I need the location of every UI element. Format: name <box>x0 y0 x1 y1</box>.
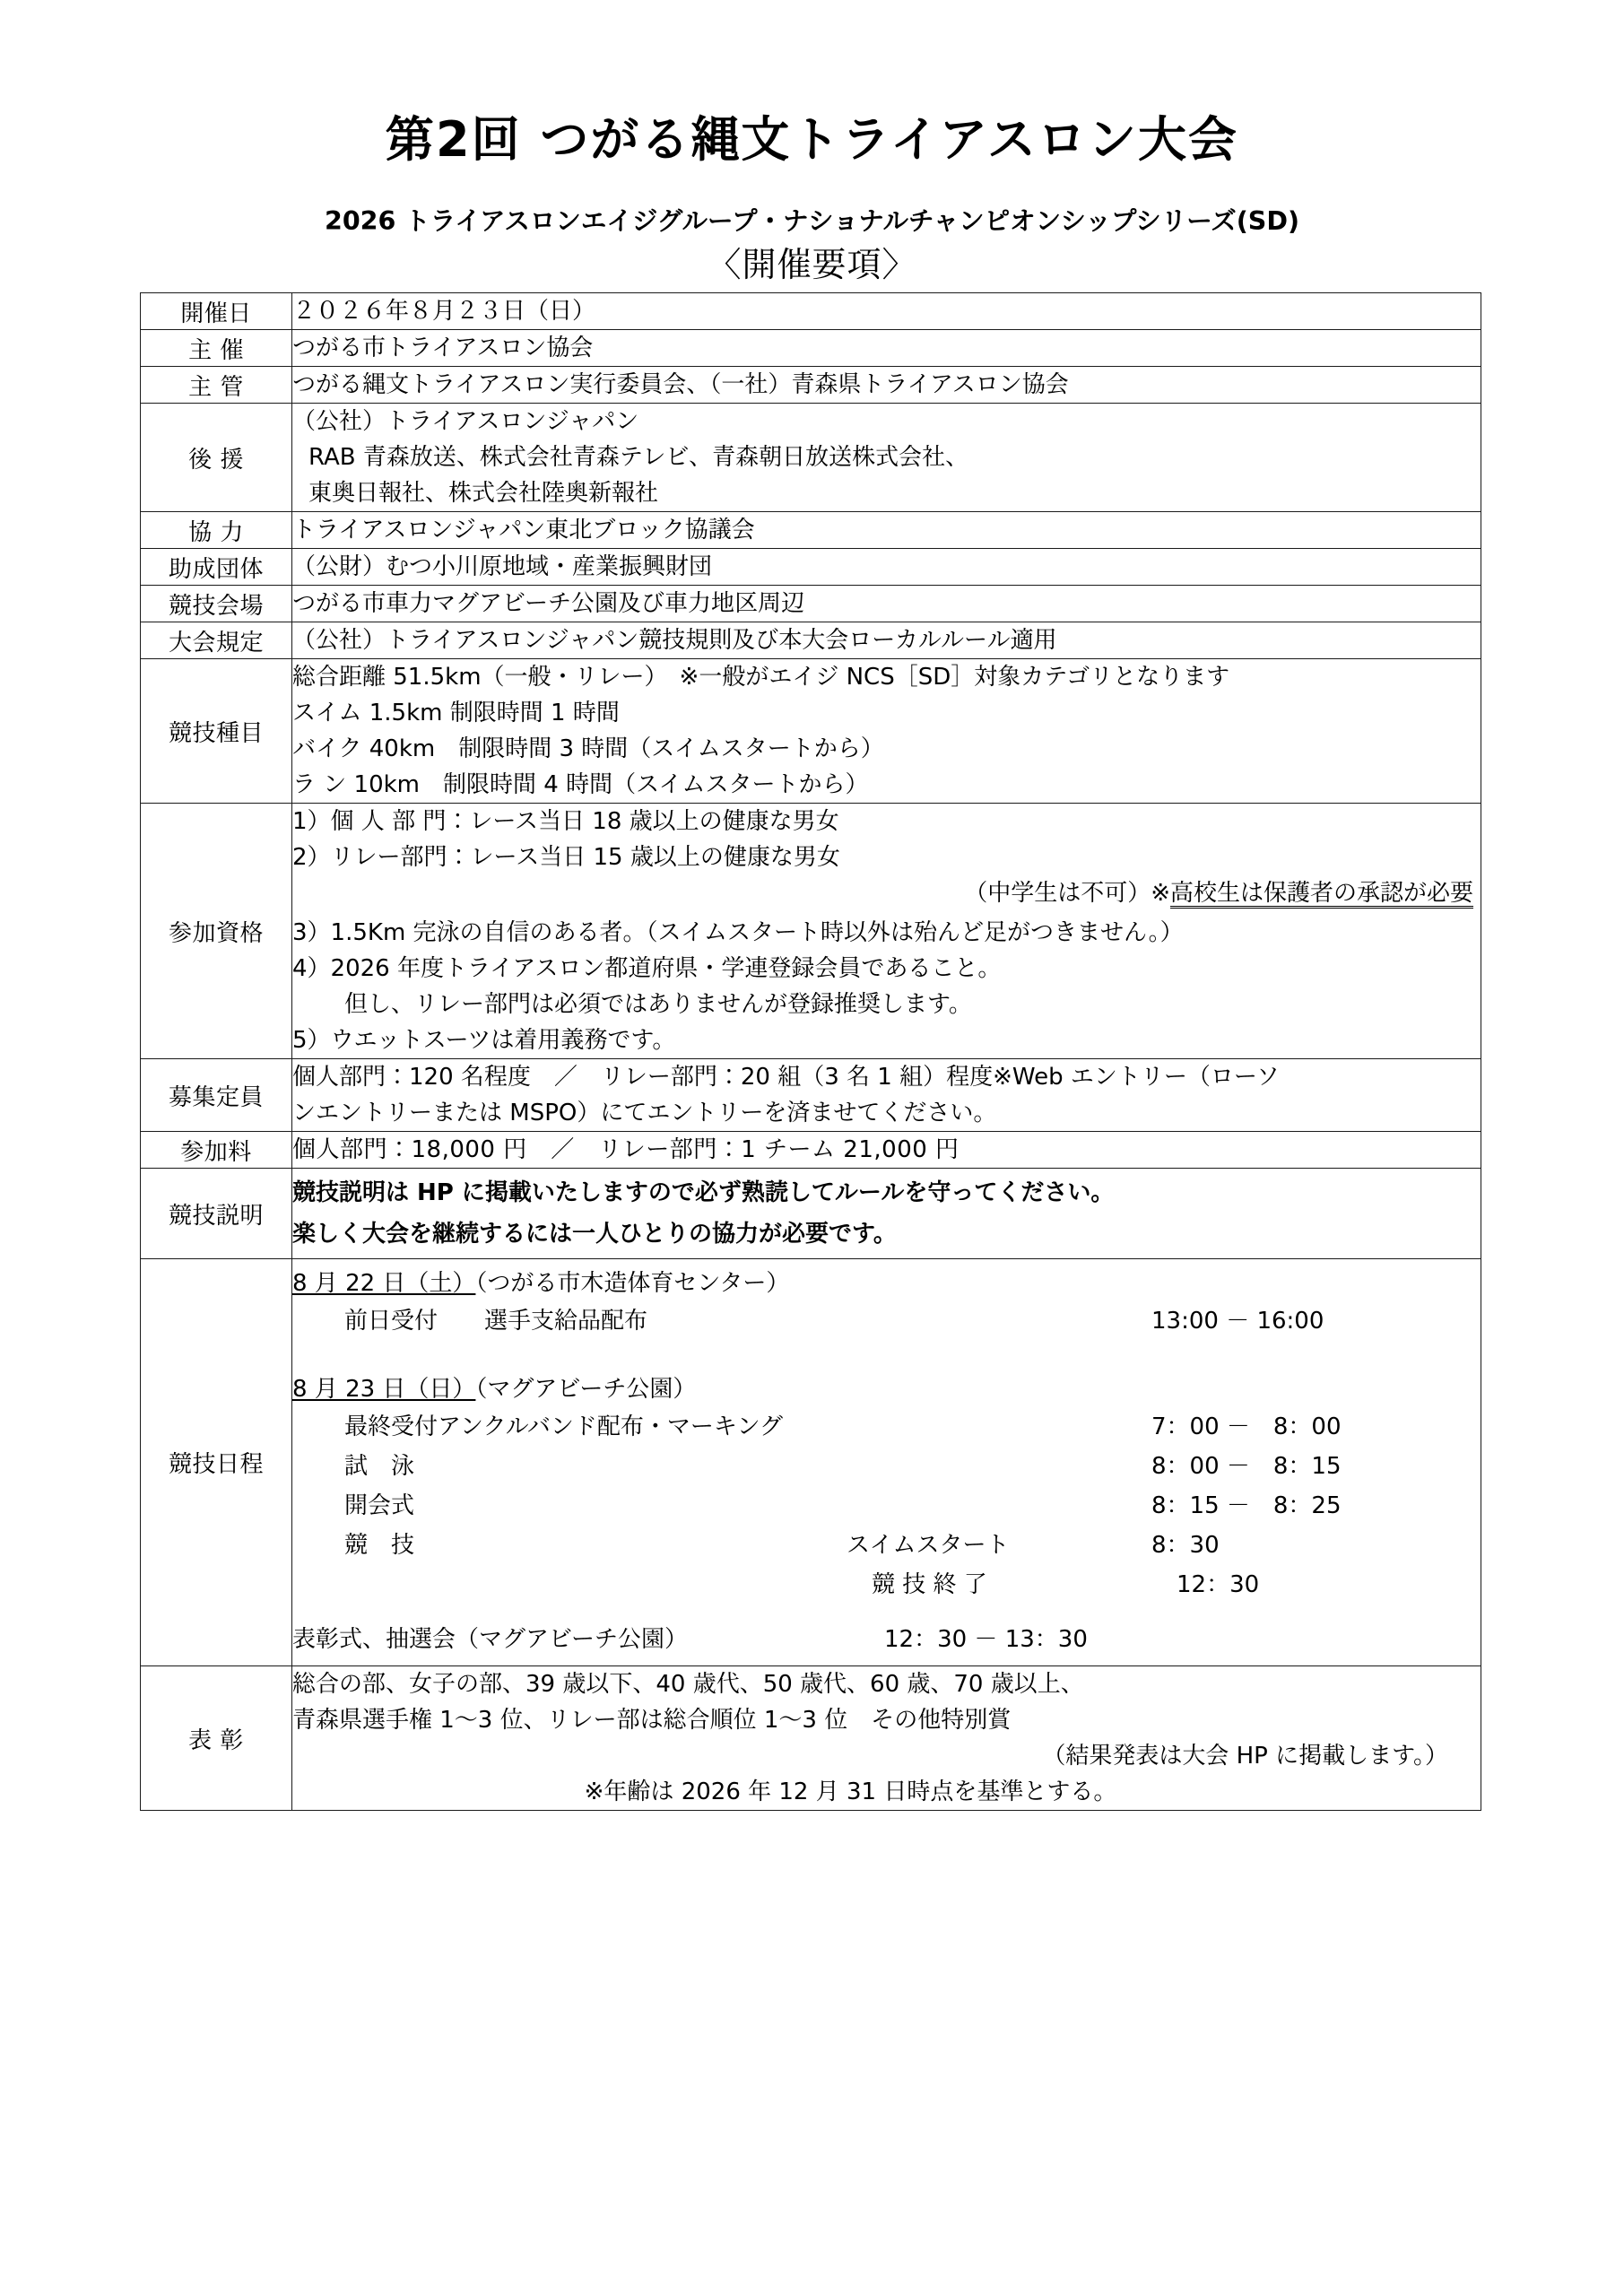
briefing-line-1: 競技説明は HP に掲載いたしますので必ず熟読してルールを守ってください。 <box>292 1179 1115 1206</box>
support-line-2: RAB 青森放送、株式会社青森テレビ、青森朝日放送株式会社、 <box>308 444 969 471</box>
row-label-venue: 競技会場 <box>141 586 292 622</box>
schedule-day1-mid <box>847 1309 1151 1333</box>
row-value-fee <box>292 1132 1481 1169</box>
schedule-day2-event-4 <box>292 1573 847 1596</box>
row-value-awards <box>292 1666 1481 1811</box>
schedule-day2-row <box>292 1407 1481 1447</box>
row-label-awards: 表 彰 <box>141 1666 292 1811</box>
schedule-day1-row <box>292 1301 1481 1341</box>
event-details-table <box>140 292 1481 1811</box>
events-line-2: スイム 1.5km 制限時間 1 時間 <box>292 700 620 726</box>
row-label-support: 後 援 <box>141 404 292 512</box>
table-row-capacity <box>141 1059 1481 1132</box>
schedule-day2-time-1: 8：00 － 8：15 <box>1151 1453 1342 1480</box>
grant-value: （公財）むつ小川原地域・産業振興財団 <box>292 553 713 580</box>
awards-line-3: （結果発表は大会 HP に掲載します。） <box>1042 1743 1448 1770</box>
table-row-rules <box>141 622 1481 659</box>
table-row-manager <box>141 367 1481 404</box>
row-value-briefing <box>292 1169 1481 1259</box>
row-value-venue <box>292 586 1481 622</box>
row-label-organizer: 主 催 <box>141 330 292 367</box>
schedule-closing-row <box>292 1605 1481 1665</box>
schedule-day2-row <box>292 1565 1481 1605</box>
row-value-capacity <box>292 1059 1481 1132</box>
section-heading: 〈開催要項〉 <box>707 245 917 284</box>
table-row-grant <box>141 549 1481 586</box>
schedule-day2-event-0: 最終受付アンクルバンド配布・マーキング <box>344 1413 784 1440</box>
table-row-awards <box>141 1666 1481 1811</box>
row-value-eligibility <box>292 804 1481 1059</box>
table-row-events <box>141 659 1481 804</box>
row-label-grant: 助成団体 <box>141 549 292 586</box>
row-label-capacity: 募集定員 <box>141 1059 292 1132</box>
page-title: 第2回 つがる縄文トライアスロン大会 <box>386 111 1238 168</box>
row-label-schedule: 競技日程 <box>141 1259 292 1666</box>
table-row-cooperation <box>141 512 1481 549</box>
eligibility-note-plain: （中学生は不可）※ <box>964 880 1170 907</box>
schedule-day1-date: 8 月 22 日（土） <box>292 1270 476 1297</box>
table-row-fee <box>141 1132 1481 1169</box>
row-label-events: 競技種目 <box>141 659 292 804</box>
schedule-day2-event-2: 開会式 <box>344 1492 415 1519</box>
support-line-3: 東奥日報社、株式会社陸奥新報社 <box>308 480 659 507</box>
schedule-day2-time-3: 8：30 <box>1151 1532 1220 1559</box>
manager-value: つがる縄文トライアスロン実行委員会、（一社）青森県トライアスロン協会 <box>292 371 1069 398</box>
eligibility-note <box>292 875 1481 915</box>
row-label-fee: 参加料 <box>141 1132 292 1169</box>
eligibility-item-4: 4）2026 年度トライアスロン都道府県・学連登録会員であること。 <box>292 955 1002 982</box>
schedule-day2-row <box>292 1526 1481 1565</box>
row-label-manager: 主 管 <box>141 367 292 404</box>
row-label-cooperation: 協 力 <box>141 512 292 549</box>
capacity-line-2: ンエントリーまたは MSPO）にてエントリーを済ませてください。 <box>292 1100 997 1126</box>
schedule-day2-mid-0 <box>847 1415 1151 1439</box>
schedule-day2-mid-1 <box>847 1455 1151 1478</box>
row-label-eligibility: 参加資格 <box>141 804 292 1059</box>
schedule-day2-header <box>292 1371 1481 1407</box>
eligibility-item-4-note: 但し、リレー部門は必須ではありませんが登録推奨します。 <box>344 991 972 1018</box>
row-label-date: 開催日 <box>141 293 292 330</box>
schedule-day2-event-3: 競 技 <box>344 1532 415 1559</box>
eligibility-note-underlined: 高校生は保護者の承認が必要 <box>1169 880 1473 907</box>
table-row-venue <box>141 586 1481 622</box>
row-value-grant <box>292 549 1481 586</box>
row-value-date <box>292 293 1481 330</box>
awards-line-4: ※年齢は 2026 年 12 月 31 日時点を基準とする。 <box>584 1779 1117 1805</box>
eligibility-item-5: 5）ウエットスーツは着用義務です。 <box>292 1027 676 1054</box>
schedule-day2-mid-4: 競 技 終 了 <box>872 1571 987 1598</box>
row-value-schedule <box>292 1259 1481 1666</box>
events-line-3: バイク 40km 制限時間 3 時間（スイムスタートから） <box>292 735 884 762</box>
schedule-day1-time: 13:00 － 16:00 <box>1151 1308 1324 1335</box>
row-value-cooperation <box>292 512 1481 549</box>
row-value-rules <box>292 622 1481 659</box>
schedule-closing-time: 12：30 － 13：30 <box>884 1626 1088 1653</box>
briefing-line-2: 楽しく大会を継続するには一人ひとりの協力が必要です。 <box>292 1221 897 1248</box>
organizer-value: つがる市トライアスロン協会 <box>292 335 594 361</box>
schedule-day2-venue: （マグアビーチ公園） <box>475 1376 697 1403</box>
eligibility-item-1: 1）個 人 部 門：レース当日 18 歳以上の健康な男女 <box>292 808 839 835</box>
schedule-day2-event-1: 試 泳 <box>344 1453 415 1480</box>
row-label-briefing: 競技説明 <box>141 1169 292 1259</box>
date-value: ２０２６年８月２３日（日） <box>292 298 596 325</box>
table-row-support <box>141 404 1481 512</box>
awards-line-1: 総合の部、女子の部、39 歳以下、40 歳代、50 歳代、60 歳、70 歳以上、 <box>292 1671 1084 1698</box>
schedule-day2-row <box>292 1447 1481 1486</box>
table-row-schedule <box>141 1259 1481 1666</box>
page-subtitle: 2026 トライアスロンエイジグループ・ナショナルチャンピオンシップシリーズ(SD) <box>324 206 1299 236</box>
row-value-support <box>292 404 1481 512</box>
table-row-organizer <box>141 330 1481 367</box>
schedule-day2-mid-2 <box>847 1494 1151 1518</box>
row-value-events <box>292 659 1481 804</box>
events-line-4: ラ ン 10km 制限時間 4 時間（スイムスタートから） <box>292 771 869 798</box>
table-row-date <box>141 293 1481 330</box>
awards-line-2: 青森県選手権 1～3 位、リレー部は総合順位 1～3 位 その他特別賞 <box>292 1707 1012 1734</box>
schedule-day2-row <box>292 1486 1481 1526</box>
schedule-day2-time-0: 7：00 － 8：00 <box>1151 1413 1342 1440</box>
cooperation-value: トライアスロンジャパン東北ブロック協議会 <box>292 517 755 544</box>
eligibility-item-3: 3）1.5Km 完泳の自信のある者。（スイムスタート時以外は殆んど足がつきません。） <box>292 919 1184 946</box>
fee-value: 個人部門：18,000 円 ／ リレー部門：1 チーム 21,000 円 <box>292 1136 960 1163</box>
eligibility-item-2: 2）リレー部門：レース当日 15 歳以上の健康な男女 <box>292 844 840 871</box>
table-row-briefing <box>141 1169 1481 1259</box>
row-value-organizer <box>292 330 1481 367</box>
capacity-line-1: 個人部門：120 名程度 ／ リレー部門：20 組（3 名 1 組）程度※Web エントリー（ローソ <box>292 1064 1280 1091</box>
events-line-1: 総合距離 51.5km（一般・リレー） ※一般がエイジ NCS［SD］対象カテゴリとなります <box>292 664 1230 691</box>
support-line-1: （公社）トライアスロンジャパン <box>292 408 639 435</box>
rules-value: （公社）トライアスロンジャパン競技規則及び本大会ローカルルール適用 <box>292 627 1057 654</box>
venue-value: つがる市車力マグアビーチ公園及び車力地区周辺 <box>292 590 804 617</box>
schedule-day2-time-2: 8：15 － 8：25 <box>1151 1492 1342 1519</box>
schedule-day1-event: 前日受付 選手支給品配布 <box>344 1308 648 1335</box>
schedule-day1-header <box>292 1259 1481 1301</box>
table-row-eligibility <box>141 804 1481 1059</box>
schedule-gap <box>292 1341 1481 1371</box>
schedule-closing-event: 表彰式、抽選会（マグアビーチ公園） <box>292 1626 688 1653</box>
row-value-manager <box>292 367 1481 404</box>
row-label-rules: 大会規定 <box>141 622 292 659</box>
schedule-day1-venue: （つがる市木造体育センター） <box>475 1270 790 1297</box>
schedule-day2-date: 8 月 23 日（日） <box>292 1376 476 1403</box>
schedule-day2-time-4: 12：30 <box>1177 1571 1260 1598</box>
schedule-day2-mid-3: スイムスタート <box>847 1532 1010 1559</box>
